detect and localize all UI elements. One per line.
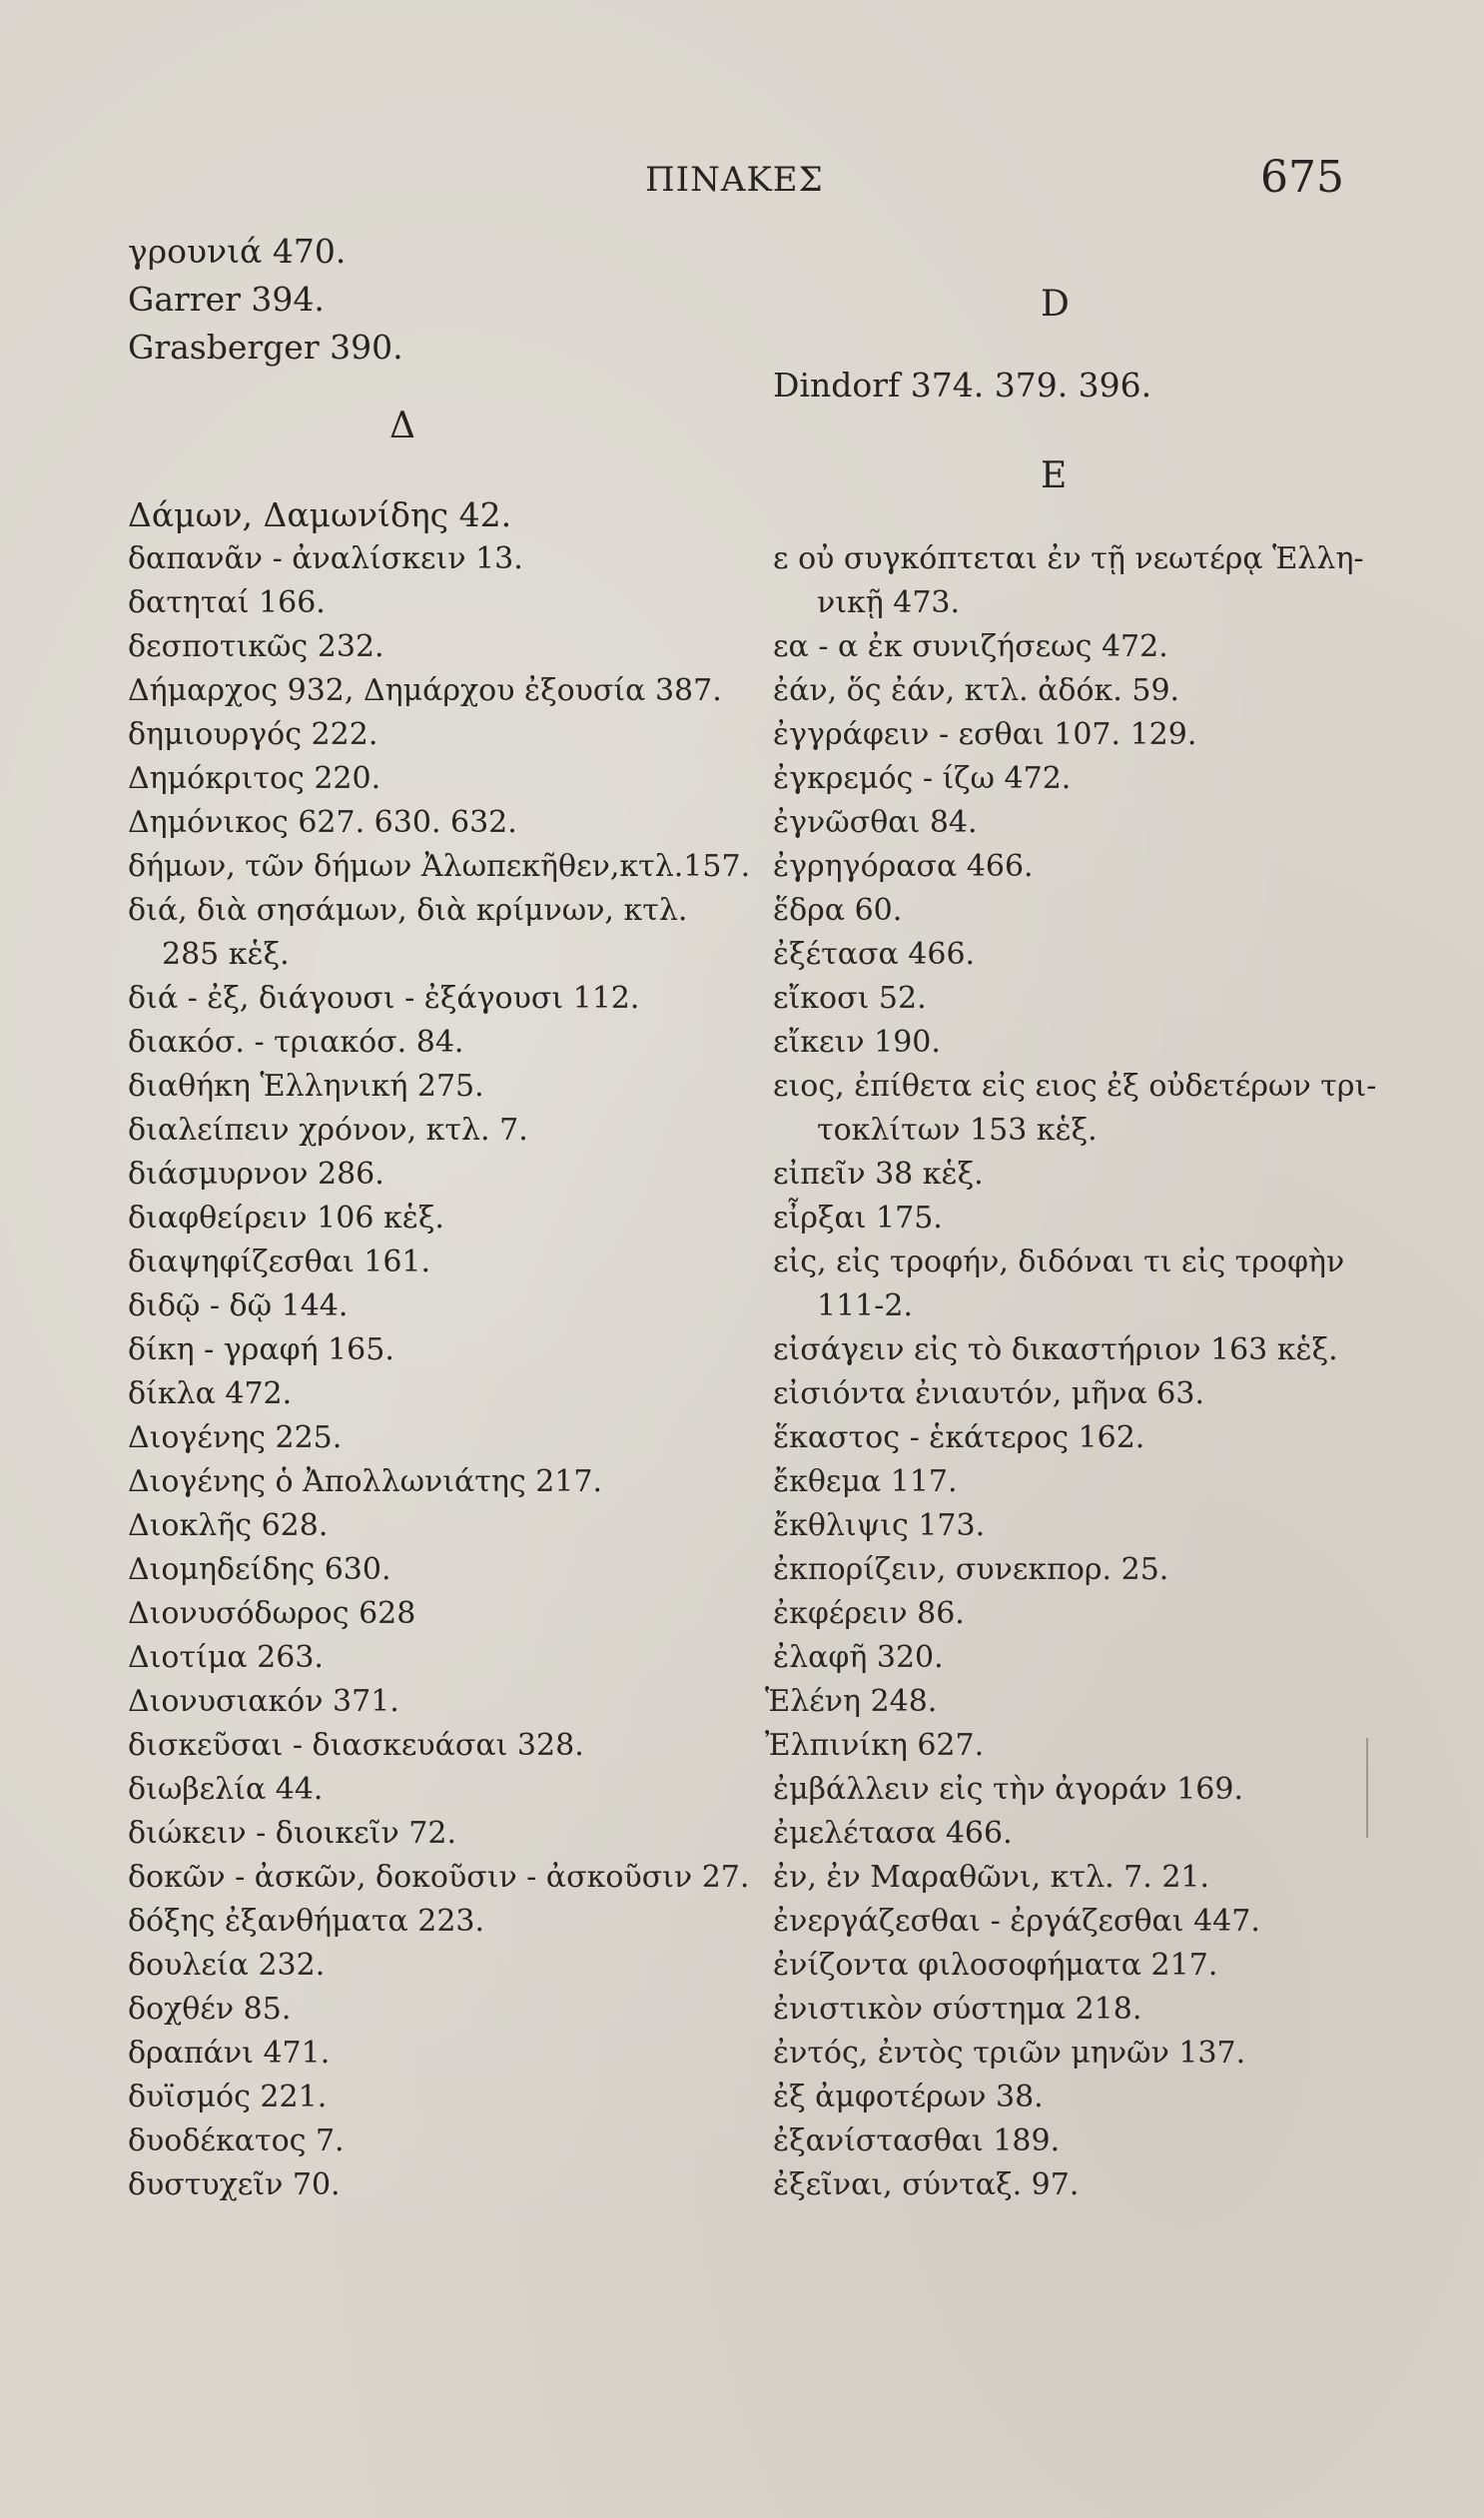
index-entry: Δημόκριτος 220. — [128, 761, 381, 796]
index-entry: ἐλαφῆ 320. — [773, 1640, 944, 1675]
index-entry: ἐξεῖναι, σύνταξ. 97. — [773, 2167, 1080, 2202]
index-entry-continuation: 285 κἑξ. — [162, 937, 290, 972]
index-entry: διάσμυρνον 286. — [128, 1157, 384, 1192]
index-entry: Διονυσόδωρος 628 — [128, 1596, 416, 1631]
index-entry: Δημόνικος 627. 630. 632. — [128, 805, 517, 840]
index-entry: δυϊσμός 221. — [128, 2080, 328, 2114]
index-entry: ἐκπορίζειν, συνεκπορ. 25. — [773, 1552, 1169, 1587]
index-entry: εἴκοσι 52. — [773, 981, 927, 1016]
index-entry: ἐγνῶσθαι 84. — [773, 805, 978, 840]
index-entry: ἕκαστος - ἑκάτερος 162. — [773, 1420, 1145, 1455]
index-entry-continuation: νικῇ 473. — [817, 585, 961, 620]
index-entry: εἴκειν 190. — [773, 1025, 941, 1060]
index-entry: δόξης ἐξανθήματα 223. — [128, 1904, 485, 1939]
index-entry: διαψηφίζεσθαι 161. — [128, 1245, 431, 1279]
index-entry: ἐνίζοντα φιλοσοφήματα 217. — [773, 1948, 1218, 1983]
page-number: 675 — [1260, 152, 1344, 203]
index-entry: Διογένης ὁ Ἀπολλωνιάτης 217. — [128, 1464, 603, 1499]
index-entry: Ἐλπινίκη 627. — [765, 1728, 985, 1763]
index-entry: εἰπεῖν 38 κἑξ. — [773, 1157, 984, 1192]
index-entry: Grasberger 390. — [128, 328, 403, 367]
index-entry: ἔκθλιψις 173. — [773, 1508, 986, 1543]
index-entry: γρουνιά 470. — [128, 232, 347, 271]
index-entry: δισκεῦσαι - διασκευάσαι 328. — [128, 1728, 584, 1763]
index-entry: δουλεία 232. — [128, 1948, 326, 1983]
index-entry: Dindorf 374. 379. 396. — [773, 366, 1152, 405]
index-entry: δήμων, τῶν δήμων Ἀλωπεκῆθεν,κτλ.157. — [128, 849, 751, 884]
index-entry: δοχθέν 85. — [128, 1992, 292, 2027]
index-entry: ἐξ ἀμφοτέρων 38. — [773, 2080, 1044, 2114]
index-entry: εἰς, εἰς τροφήν, διδόναι τι εἰς τροφὴν — [773, 1245, 1345, 1279]
index-entry: Διογένης 225. — [128, 1420, 343, 1455]
index-entry: δατηταί 166. — [128, 585, 326, 620]
index-entry: Ἑλένη 248. — [765, 1684, 938, 1719]
index-entry: δημιουργός 222. — [128, 717, 378, 752]
index-entry: εἰσάγειν εἰς τὸ δικαστήριον 163 κἑξ. — [773, 1332, 1338, 1367]
index-entry: ἐμελέτασα 466. — [773, 1816, 1013, 1851]
index-entry: Διονυσιακόν 371. — [128, 1684, 399, 1719]
index-entry: Διομηδείδης 630. — [128, 1552, 391, 1587]
index-entry: ἐξέτασα 466. — [773, 937, 976, 972]
index-entry: δίκη - γραφή 165. — [128, 1332, 394, 1367]
index-entry: ἐγρηγόρασα 466. — [773, 849, 1034, 884]
index-entry: ἐγκρεμός - ίζω 472. — [773, 761, 1072, 796]
index-entry: ἐνιστικὸν σύστημα 218. — [773, 1992, 1142, 2027]
index-entry: διαλείπειν χρόνον, κτλ. 7. — [128, 1113, 528, 1148]
index-entry: ἐντός, ἐντὸς τριῶν μηνῶν 137. — [773, 2036, 1246, 2071]
index-entry: ειος, ἐπίθετα εἰς ειος ἐξ οὐδετέρων τρι- — [773, 1069, 1377, 1104]
index-entry: ἐάν, ὅς ἐάν, κτλ. ἀδόκ. 59. — [773, 673, 1180, 708]
index-entry: δυστυχεῖν 70. — [128, 2167, 341, 2202]
index-entry-continuation: τοκλίτων 153 κἑξ. — [817, 1113, 1098, 1148]
index-entry: δαπανᾶν - ἀναλίσκειν 13. — [128, 541, 523, 576]
running-header-title: ΠΙΝΑΚΕΣ — [645, 160, 824, 200]
index-entry: ε οὐ συγκόπτεται ἐν τῇ νεωτέρᾳ Ἑλλη- — [773, 541, 1364, 576]
section-letter-e: E — [1041, 455, 1068, 496]
index-entry: ἐνεργάζεσθαι - ἐργάζεσθαι 447. — [773, 1904, 1260, 1939]
index-entry: διαθήκη Ἑλληνική 275. — [128, 1069, 484, 1104]
index-entry: ἐκφέρειν 86. — [773, 1596, 965, 1631]
index-entry: διά, διὰ σησάμων, διὰ κρίμνων, κτλ. — [128, 893, 688, 928]
section-letter-d: D — [1041, 284, 1070, 325]
index-entry: διακόσ. - τριακόσ. 84. — [128, 1025, 464, 1060]
index-entry: διά - ἐξ, διάγουσι - ἐξάγουσι 112. — [128, 981, 640, 1016]
index-entry: δραπάνι 471. — [128, 2036, 331, 2071]
index-entry: ἕδρα 60. — [773, 893, 903, 928]
index-entry: εἰσιόντα ἐνιαυτόν, μῆνα 63. — [773, 1376, 1205, 1411]
index-entry: Garrer 394. — [128, 280, 325, 319]
index-entry: Διοκλῆς 628. — [128, 1508, 329, 1543]
index-entry: εα - α ἐκ συνιζήσεως 472. — [773, 629, 1168, 664]
index-entry: δυοδέκατος 7. — [128, 2123, 345, 2158]
index-entry: δεσποτικῶς 232. — [128, 629, 384, 664]
index-entry: διώκειν - διοικεῖν 72. — [128, 1816, 456, 1851]
index-entry: διαφθείρειν 106 κἑξ. — [128, 1201, 444, 1236]
index-entry: διωβελία 44. — [128, 1772, 324, 1807]
index-entry: Διοτίμα 263. — [128, 1640, 324, 1675]
index-entry: Δάμων, Δαμωνίδης 42. — [128, 495, 512, 534]
index-entry: ἐμβάλλειν εἰς τὴν ἀγοράν 169. — [773, 1772, 1244, 1807]
paper-crease-mark — [1366, 1738, 1368, 1838]
index-entry: ἐν, ἐν Μαραθῶνι, κτλ. 7. 21. — [773, 1860, 1210, 1895]
index-entry: ἐξανίστασθαι 189. — [773, 2123, 1061, 2158]
index-entry-continuation: 111-2. — [817, 1288, 914, 1323]
index-entry: δίκλα 472. — [128, 1376, 293, 1411]
index-entry: ἔκθεμα 117. — [773, 1464, 958, 1499]
index-entry: διδῷ - δῷ 144. — [128, 1288, 349, 1323]
index-entry: Δήμαρχος 932, Δημάρχου ἐξουσία 387. — [128, 673, 722, 708]
index-entry: δοκῶν - ἀσκῶν, δοκοῦσιν - ἀσκοῦσιν 27. — [128, 1860, 750, 1895]
section-letter-delta: Δ — [389, 406, 415, 446]
index-entry: εἶρξαι 175. — [773, 1201, 943, 1236]
index-entry: ἐγγράφειν - εσθαι 107. 129. — [773, 717, 1197, 752]
